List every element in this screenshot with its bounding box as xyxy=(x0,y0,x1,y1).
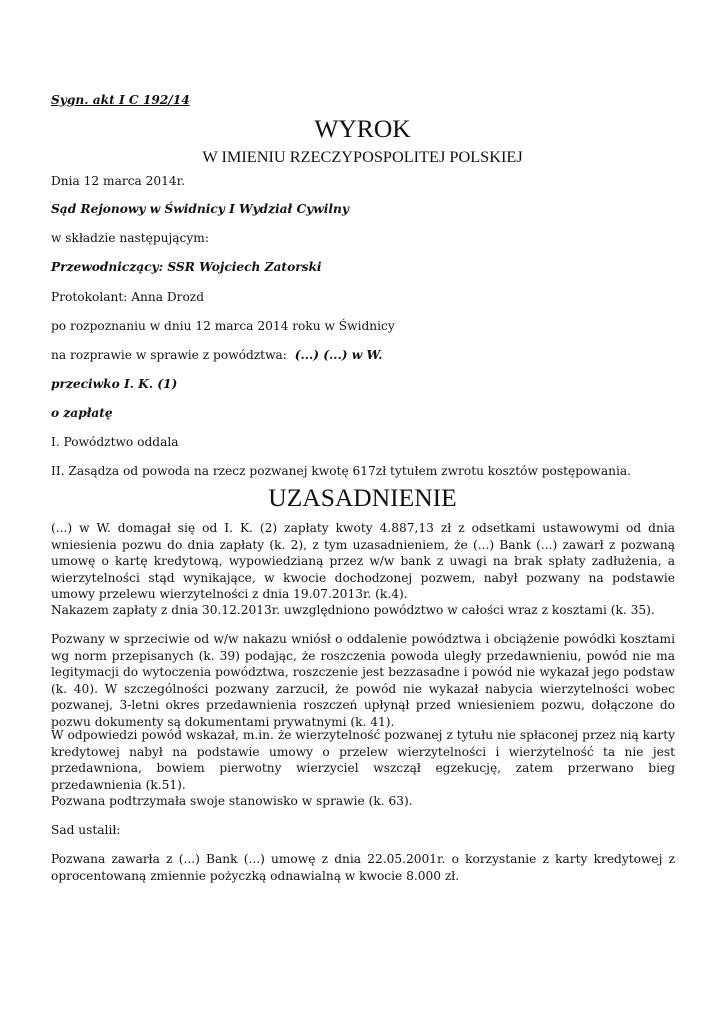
document-title: WYROK xyxy=(314,114,411,143)
document-subtitle: W IMIENIU RZECZYPOSPOLITEJ POLSKIEJ xyxy=(202,147,523,166)
justification-paragraph: Sad ustalił: xyxy=(51,823,121,837)
justification-paragraph: W odpowiedzi powód wskazał, m.in. że wierzytelność pozwanej z tytułu nie spłaconej przez nią karty kredytowej nabył na podstawie umowy o przelew wierzytelności i wierzytelność ta nie jest przedawniona, bowiem pierwotny wierzyciel wszczął egzekucję, zatem przerwano bieg przedawnienia (k.51). xyxy=(51,728,675,792)
ruling-item: I. Powództwo oddala xyxy=(51,435,179,449)
court-name: Sąd Rejonowy w Świdnicy I Wydział Cywilny xyxy=(51,202,349,216)
defendant: przeciwko I. K. (1) xyxy=(51,377,178,391)
case-signature: Sygn. akt I C 192/14 xyxy=(51,93,190,107)
chairman: Przewodniczący: SSR Wojciech Zatorski xyxy=(51,260,322,274)
hearing-line: po rozpoznaniu w dniu 12 marca 2014 roku w Świdnicy xyxy=(51,319,395,333)
date-line: Dnia 12 marca 2014r. xyxy=(51,174,186,188)
justification-paragraph: Pozwany w sprzeciwie od w/w nakazu wniósł o oddalenie powództwa i obciążenie powódki kosztami wg norm przepisanych (k. 39) podając, że roszczenia powoda uległy przedawnieniu, powód nie ma legitymacji do wytoczenia powództwa, roszczenie jest bezzasadne i powód nie wykazał jego podstaw (k. 40). W szczególności pozwany zarzucił, że powód nie wykazał nabycia wierzytelności wobec pozwanej, 3-letni okres przedawnienia roszczeń upłynął przed wniesieniem pozwu, dołączone do pozwu dokumenty są dokumentami prywatnymi (k. 41). xyxy=(51,632,675,729)
justification-paragraph: (...) w W. domagał się od I. K. (2) zapłaty kwoty 4.887,13 zł z odsetkami ustawowymi od dnia wniesienia pozwu do dnia zapłaty (k. 2), z tym uzasadnieniem, że (...) Bank (...) zawarł z pozwaną umowę o kartę kredytową, wypowiedzianą przez w/w bank z uwagi na brak spłaty zadłużenia, a wierzytelności stąd wynikające, w kwocie dochodzonej pozwem, nabył pozwany na podstawie umowy przelewu wierzytelności z dnia 19.07.2013r. (k.4). xyxy=(51,521,675,601)
claim-intro: na rozprawie w sprawie z powództwa: xyxy=(51,348,287,362)
justification-paragraph: Nakazem zapłaty z dnia 30.12.2013r. uwzględniono powództwo w całości wraz z kosztami (k. 35). xyxy=(51,603,655,617)
claim-line xyxy=(51,347,383,364)
clerk: Protokolant: Anna Drozd xyxy=(51,290,205,304)
justification-paragraph: Pozwana podtrzymała swoje stanowisko w sprawie (k. 63). xyxy=(51,794,413,808)
justification-title: UZASADNIENIE xyxy=(268,483,457,512)
justification-paragraph: Pozwana zawarła z (...) Bank (...) umowę z dnia 22.05.2001r. o korzystanie z karty kredytowej z oprocentowaną zmiennie pożyczką odnawialną w kwocie 8.000 zł. xyxy=(51,852,675,883)
ruling-item: II. Zasądza od powoda na rzecz pozwanej kwotę 617zł tytułem zwrotu kosztów postępowania. xyxy=(51,464,631,478)
claimant: (...) (...) w W. xyxy=(294,348,383,362)
subject: o zapłatę xyxy=(51,406,113,420)
composition-intro: w składzie następującym: xyxy=(51,231,209,245)
